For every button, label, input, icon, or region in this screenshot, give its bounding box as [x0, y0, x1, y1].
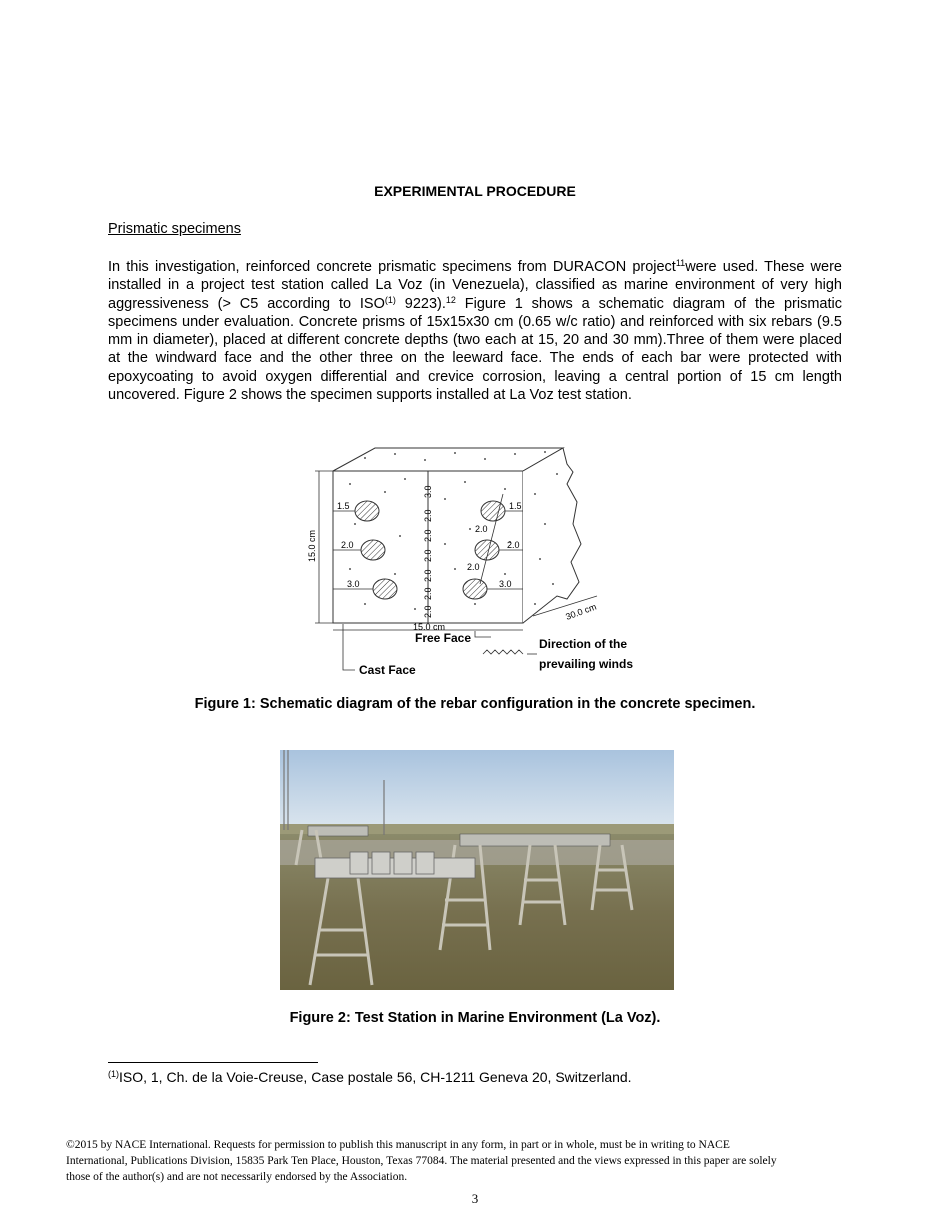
rebar-left-30 — [373, 579, 397, 599]
label-cast-face: Cast Face — [359, 663, 416, 677]
figure-1-diagram — [305, 444, 650, 679]
citation-ref: 11 — [675, 258, 686, 268]
label-diag-b: 2.0 — [467, 562, 480, 572]
figure-2-caption: Figure 2: Test Station in Marine Environment (La Voz). — [289, 1010, 661, 1026]
label-vert-top: 3.0 — [423, 485, 433, 498]
label-depth: 30.0 cm — [564, 601, 598, 622]
label-height: 15.0 cm — [307, 529, 317, 562]
label-wind-line-2: prevailing winds — [539, 657, 634, 671]
page-number: 3 — [471, 1191, 479, 1206]
label-free-face: Free Face — [415, 631, 472, 645]
label-diag-a: 2.0 — [475, 524, 488, 534]
label-right-15: 1.5 — [509, 501, 522, 511]
footnote — [108, 1069, 632, 1085]
rebar-right-30 — [463, 579, 487, 599]
figure-2-photo — [280, 750, 674, 990]
label-left-20: 2.0 — [341, 540, 354, 550]
label-left-30: 3.0 — [347, 579, 360, 589]
label-vert-5: 2.0 — [423, 587, 433, 600]
paragraph-text-1: In this investigation, reinforced concrete prismatic specimens from DURACON project — [108, 259, 676, 275]
sky — [280, 750, 674, 835]
rebar-right-15 — [481, 501, 505, 521]
label-width: 15.0 cm — [413, 622, 446, 632]
rebar-left-20 — [361, 540, 385, 560]
label-vert-1: 2.0 — [423, 509, 433, 522]
citation-ref: 12 — [445, 294, 456, 305]
label-vert-2: 2.0 — [423, 529, 433, 542]
paragraph-text-4: Figure 1 shows a schematic diagram of the prismatic specimens under evaluation. Concrete prisms of 15x15x30 cm (0.65 w/c ratio) and reinforced with six rebars (9.5 mm in diameter), placed at different concrete depths (two each at 15, 20 and 30 mm).Three of them were placed at the windward face and the other three on the leeward face. The ends of each bar were protected with epoxycoating to avoid oxygen differential and crevice corrosion, leaving a central portion of 15 cm length uncovered. Figure 2 shows the specimen supports installed at La Voz test station. — [108, 295, 842, 404]
label-vert-6: 2.0 — [423, 605, 433, 618]
paragraph-text-2: were used. These were installed in a project test station called La Voz (in Venezuela), classified as marine environment of very high aggressiveness (> C5 according to ISO — [108, 259, 842, 312]
label-vert-4: 2.0 — [423, 569, 433, 582]
label-wind-line-1: Direction of the — [539, 637, 628, 651]
footnote-text: ISO, 1, Ch. de la Voie-Creuse, Case postale 56, CH-1211 Geneva 20, Switzerland. — [119, 1069, 632, 1085]
subsection-heading: Prismatic specimens — [108, 221, 241, 237]
label-right-30: 3.0 — [499, 579, 512, 589]
rebar-left-15 — [355, 501, 379, 521]
footnote-marker: (1) — [108, 1069, 119, 1079]
prism-side-face — [523, 448, 581, 623]
paragraph-text-3: 9223). — [395, 295, 446, 312]
copyright-notice: ©2015 by NACE International. Requests for permission to publish this manuscript in any form, in part or in whole, must be in writing to NACE International, Publications Division, 15835 Park Ten Place, Houston, Texas 77084. The material presented and the views expressed in this paper are solely those of the author(s) and are not necessarily endorsed by the Association. — [66, 1139, 777, 1183]
label-vert-3: 2.0 — [423, 549, 433, 562]
body-paragraph — [108, 258, 842, 404]
section-heading: EXPERIMENTAL PROCEDURE — [374, 183, 576, 199]
label-right-20: 2.0 — [507, 540, 520, 550]
footnote-rule — [108, 1062, 318, 1063]
label-left-15: 1.5 — [337, 501, 350, 511]
footnote-ref: (1) — [384, 294, 396, 305]
figure-1-caption: Figure 1: Schematic diagram of the rebar configuration in the concrete specimen. — [194, 696, 756, 712]
